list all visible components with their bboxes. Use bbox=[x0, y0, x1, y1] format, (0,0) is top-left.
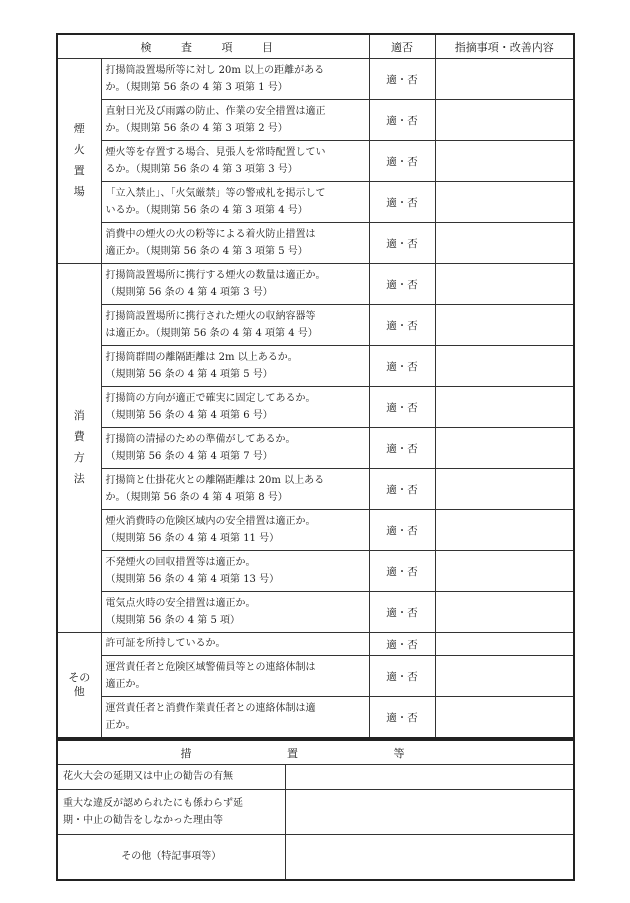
table-row bbox=[57, 59, 574, 100]
check-item: 不発煙火の回収措置等は適正か。 （規則第 56 条の 4 第 4 項第 13 号） bbox=[101, 551, 369, 592]
table-row bbox=[57, 469, 574, 510]
result-select[interactable]: 適・否 bbox=[369, 469, 435, 510]
table-row bbox=[57, 223, 574, 264]
category-fireworks-storage: 煙 火 置 場 bbox=[57, 59, 101, 264]
table-row bbox=[57, 656, 574, 697]
check-item: 運営責任者と消費作業責任者との連絡体制は適 正か。 bbox=[101, 697, 369, 739]
result-select[interactable]: 適・否 bbox=[369, 592, 435, 633]
notes-cell[interactable] bbox=[435, 141, 574, 182]
check-item: 直射日光及び雨露の防止、作業の安全措置は適正 か。（規則第 56 条の 4 第 3 項第 2 号） bbox=[101, 100, 369, 141]
check-item: 運営責任者と危険区域警備員等との連絡体制は 適正か。 bbox=[101, 656, 369, 697]
check-item: 煙火消費時の危険区域内の安全措置は適正か。 （規則第 56 条の 4 第 4 項第 11 号） bbox=[101, 510, 369, 551]
table-row bbox=[57, 790, 574, 835]
check-item: 消費中の煙火の火の粉等による着火防止措置は 適正か。（規則第 56 条の 4 第 3 項第 5 号） bbox=[101, 223, 369, 264]
notes-cell[interactable] bbox=[435, 551, 574, 592]
check-item: 打揚筒設置場所に携行された煙火の収納容器等 は適正か。（規則第 56 条の 4 第 4 項第 4 号） bbox=[101, 305, 369, 346]
result-select[interactable]: 適・否 bbox=[369, 141, 435, 182]
notes-cell[interactable] bbox=[435, 100, 574, 141]
measures-title: 措 置 等 bbox=[57, 740, 574, 765]
header-notes: 指摘事項・改善内容 bbox=[435, 34, 574, 59]
table-row bbox=[57, 428, 574, 469]
check-item: 打揚筒群間の離隔距離は 2m 以上あるか。 （規則第 56 条の 4 第 4 項第 5 号） bbox=[101, 346, 369, 387]
result-select[interactable]: 適・否 bbox=[369, 387, 435, 428]
check-item: 電気点火時の安全措置は適正か。 （規則第 56 条の 4 第 5 項） bbox=[101, 592, 369, 633]
notes-cell[interactable] bbox=[435, 182, 574, 223]
measure-reason-label: 重大な違反が認められたにも係わらず延 期・中止の勧告をしなかった理由等 bbox=[57, 790, 285, 835]
check-item: 「立入禁止」、「火気厳禁」等の警戒札を掲示して いるか。（規則第 56 条の 4 第 3 項第 4 号） bbox=[101, 182, 369, 223]
category-other: その 他 bbox=[57, 633, 101, 739]
check-item: 打揚筒と仕掛花火との離隔距離は 20m 以上ある か。（規則第 56 条の 4 第 4 項第 8 号） bbox=[101, 469, 369, 510]
notes-cell[interactable] bbox=[435, 592, 574, 633]
inspection-sheet bbox=[56, 33, 573, 881]
table-row bbox=[57, 510, 574, 551]
inspection-table bbox=[56, 33, 575, 739]
result-select[interactable]: 適・否 bbox=[369, 223, 435, 264]
result-select[interactable]: 適・否 bbox=[369, 428, 435, 469]
notes-cell[interactable] bbox=[435, 59, 574, 100]
table-row bbox=[57, 592, 574, 633]
check-item: 煙火等を存置する場合、見張人を常時配置してい るか。（規則第 56 条の 4 第 3 項第 3 号） bbox=[101, 141, 369, 182]
result-select[interactable]: 適・否 bbox=[369, 510, 435, 551]
notes-cell[interactable] bbox=[435, 305, 574, 346]
category-consumption-method: 消 費 方 法 bbox=[57, 264, 101, 633]
measure-reason-field[interactable] bbox=[285, 790, 574, 835]
notes-cell[interactable] bbox=[435, 346, 574, 387]
table-row bbox=[57, 387, 574, 428]
result-select[interactable]: 適・否 bbox=[369, 182, 435, 223]
measure-advisory-label: 花火大会の延期又は中止の勧告の有無 bbox=[57, 765, 285, 790]
check-item: 打揚筒設置場所等に対し 20m 以上の距離がある か。（規則第 56 条の 4 第 3 項第 1 号） bbox=[101, 59, 369, 100]
notes-cell[interactable] bbox=[435, 697, 574, 739]
measure-other-field[interactable] bbox=[285, 835, 574, 881]
result-select[interactable]: 適・否 bbox=[369, 305, 435, 346]
check-item: 打揚筒の方向が適正で確実に固定してあるか。 （規則第 56 条の 4 第 4 項第 6 号） bbox=[101, 387, 369, 428]
result-select[interactable]: 適・否 bbox=[369, 346, 435, 387]
result-select[interactable]: 適・否 bbox=[369, 100, 435, 141]
header-result: 適否 bbox=[369, 34, 435, 59]
check-item: 許可証を所持しているか。 bbox=[101, 633, 369, 656]
notes-cell[interactable] bbox=[435, 387, 574, 428]
table-row bbox=[57, 100, 574, 141]
measure-advisory-field[interactable] bbox=[285, 765, 574, 790]
header-inspection-item: 検 査 項 目 bbox=[57, 34, 369, 59]
table-row bbox=[57, 765, 574, 790]
check-item: 打揚筒の清掃のための準備がしてあるか。 （規則第 56 条の 4 第 4 項第 7 号） bbox=[101, 428, 369, 469]
result-select[interactable]: 適・否 bbox=[369, 264, 435, 305]
table-row bbox=[57, 182, 574, 223]
notes-cell[interactable] bbox=[435, 469, 574, 510]
check-item: 打揚筒設置場所に携行する煙火の数量は適正か。 （規則第 56 条の 4 第 4 項第 3 号） bbox=[101, 264, 369, 305]
table-row bbox=[57, 264, 574, 305]
measure-other-label: その他（特記事項等） bbox=[57, 835, 285, 881]
notes-cell[interactable] bbox=[435, 510, 574, 551]
table-row bbox=[57, 633, 574, 656]
notes-cell[interactable] bbox=[435, 264, 574, 305]
notes-cell[interactable] bbox=[435, 428, 574, 469]
notes-cell[interactable] bbox=[435, 633, 574, 656]
table-row bbox=[57, 141, 574, 182]
table-row bbox=[57, 551, 574, 592]
measures-table bbox=[56, 739, 575, 881]
table-row bbox=[57, 835, 574, 881]
result-select[interactable]: 適・否 bbox=[369, 697, 435, 739]
table-row bbox=[57, 697, 574, 739]
result-select[interactable]: 適・否 bbox=[369, 551, 435, 592]
table-row bbox=[57, 346, 574, 387]
result-select[interactable]: 適・否 bbox=[369, 59, 435, 100]
table-row bbox=[57, 305, 574, 346]
notes-cell[interactable] bbox=[435, 223, 574, 264]
notes-cell[interactable] bbox=[435, 656, 574, 697]
result-select[interactable]: 適・否 bbox=[369, 633, 435, 656]
result-select[interactable]: 適・否 bbox=[369, 656, 435, 697]
